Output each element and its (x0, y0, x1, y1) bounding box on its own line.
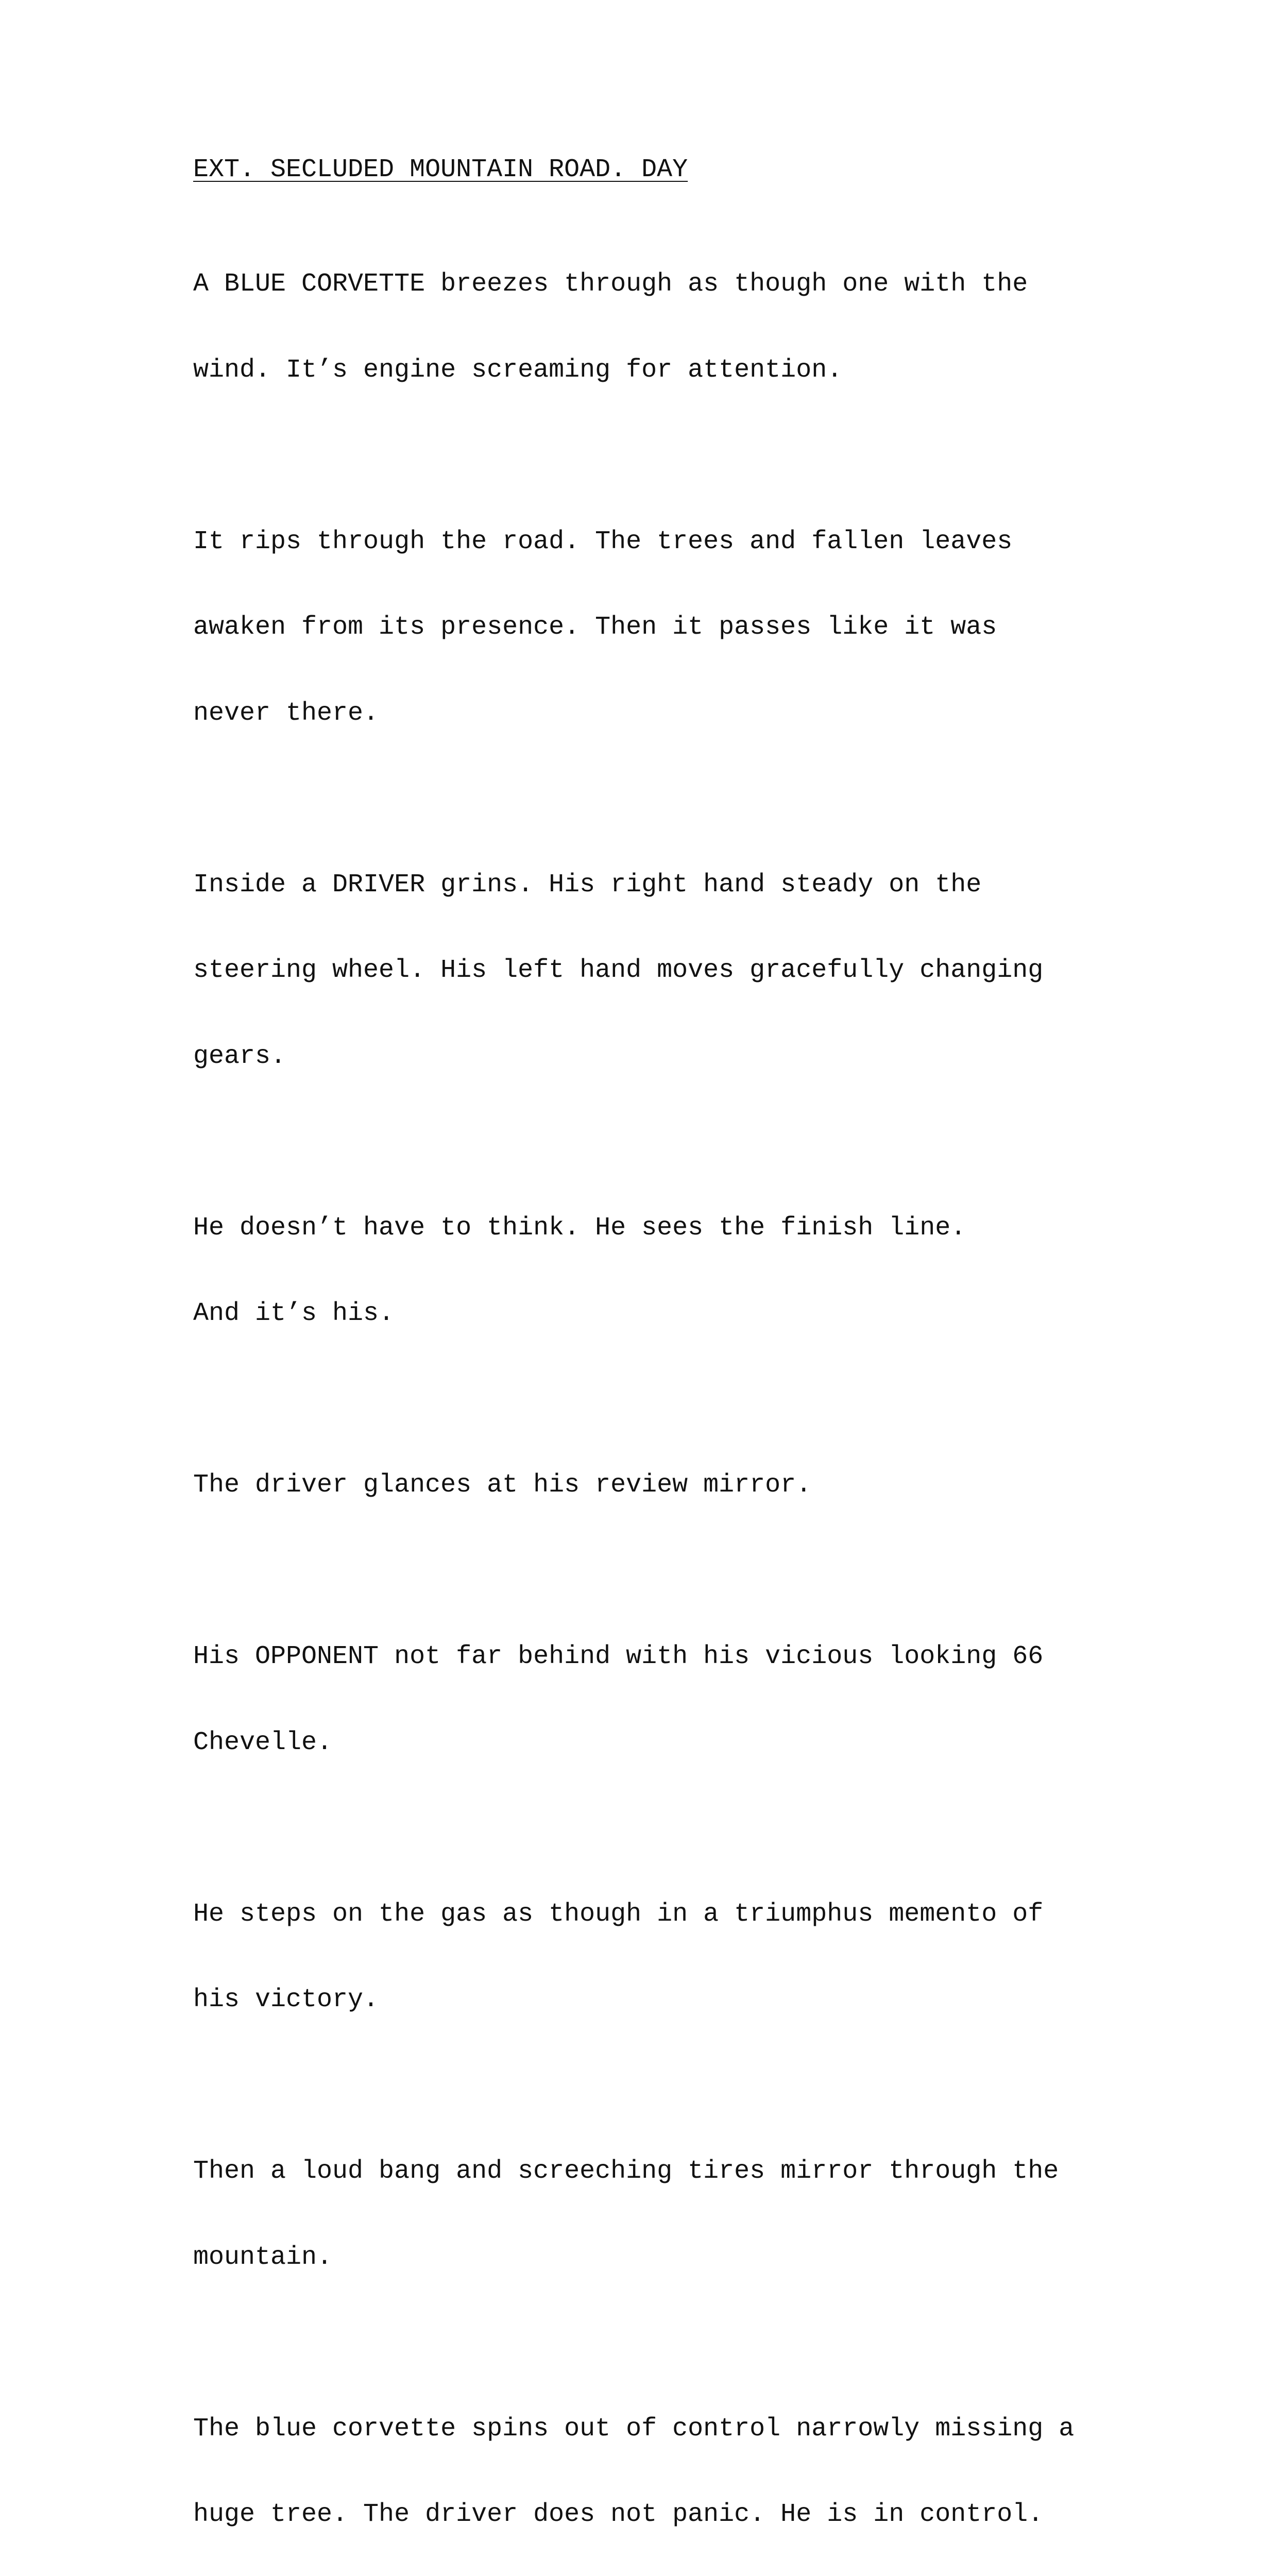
action-paragraph (193, 213, 1086, 442)
screenplay-page (193, 156, 1086, 2576)
action-line: mountain. (193, 2243, 1086, 2272)
action-line: steering wheel. His left hand moves gracefully changing (193, 956, 1086, 985)
action-line: Then a loud bang and screeching tires mirror through the (193, 2157, 1086, 2186)
action-line: his victory. (193, 1986, 1086, 2014)
action-paragraph (193, 1157, 1086, 1385)
action-paragraph (193, 814, 1086, 1128)
action-line: The blue corvette spins out of control narrowly missing a (193, 2415, 1086, 2444)
action-paragraph (193, 1585, 1086, 1814)
action-line: It rips through the road. The trees and fallen leaves (193, 528, 1086, 556)
action-line: wind. It’s engine screaming for attention. (193, 356, 1086, 385)
action-line: And it’s his. (193, 1299, 1086, 1328)
action-paragraph (193, 2358, 1086, 2576)
action-line: He steps on the gas as though in a triumphus memento of (193, 1900, 1086, 1929)
action-line: Chevelle. (193, 1728, 1086, 1757)
action-line: His OPPONENT not far behind with his vicious looking 66 (193, 1642, 1086, 1671)
action-line: The driver glances at his review mirror. (193, 1471, 1086, 1500)
action-paragraph (193, 1843, 1086, 2072)
action-line: never there. (193, 699, 1086, 728)
action-line: Inside a DRIVER grins. His right hand steady on the (193, 871, 1086, 900)
action-paragraph (193, 470, 1086, 785)
action-line: huge tree. The driver does not panic. He is in control. (193, 2500, 1086, 2529)
action-paragraph (193, 2100, 1086, 2329)
action-paragraph (193, 1414, 1086, 1557)
action-line: gears. (193, 1042, 1086, 1071)
action-line: He doesn’t have to think. He sees the finish line. (193, 1214, 1086, 1243)
action-line: A BLUE CORVETTE breezes through as though one with the (193, 270, 1086, 299)
scene-heading: EXT. SECLUDED MOUNTAIN ROAD. DAY (193, 156, 688, 184)
scene-heading-row (193, 156, 1086, 184)
action-line: awaken from its presence. Then it passes like it was (193, 613, 1086, 642)
